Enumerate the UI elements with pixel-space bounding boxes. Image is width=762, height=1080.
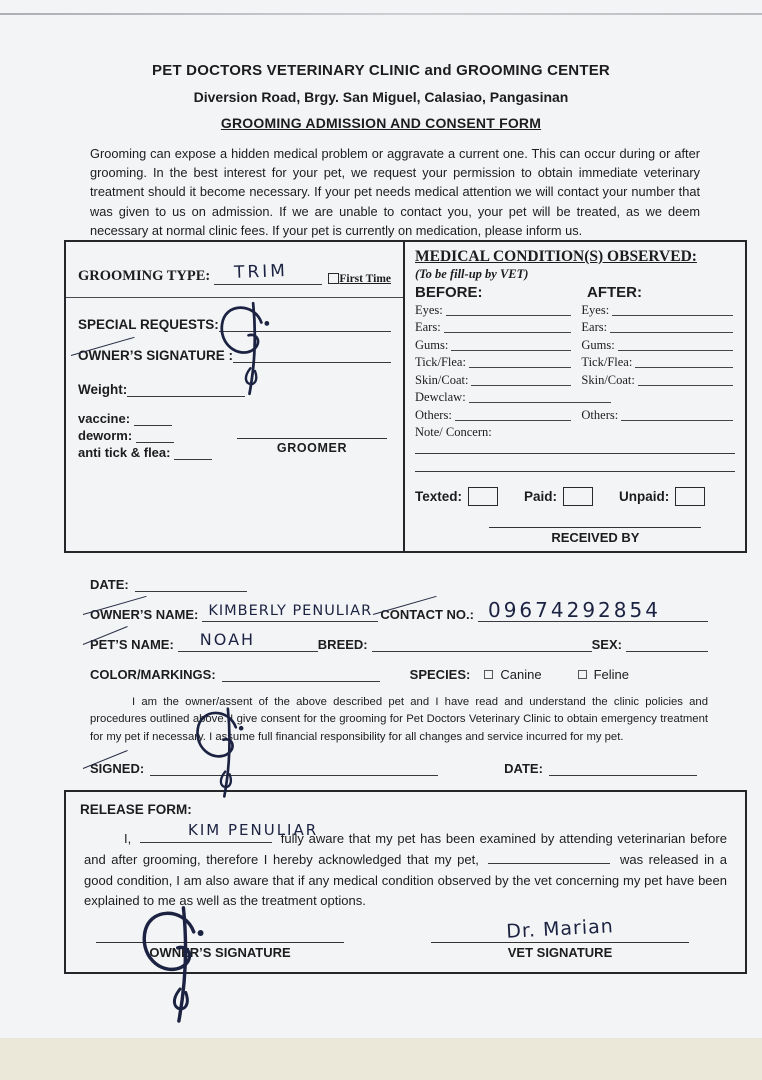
color-species-row bbox=[90, 667, 708, 682]
breed-label: BREED: bbox=[317, 636, 368, 652]
signed-row bbox=[90, 761, 708, 776]
after-label: AFTER: bbox=[587, 283, 642, 301]
owner-signature-block bbox=[96, 942, 344, 960]
feline-checkbox bbox=[578, 670, 587, 679]
others-before-label: Others: bbox=[415, 407, 452, 422]
tickflea-before-label: Tick/Flea: bbox=[415, 355, 466, 370]
release-text-2: was released in a good condition, I am also aware that if any medical condition observed by the vet concerning my pet have been explained to me as well as the treatment options. bbox=[84, 851, 727, 909]
consent-paragraph: I am the owner/assent of the above described pet and I have read and understand the clinic policies and procedures outlined above. I give consent for the grooming for Pet Doctors Veterinary Clinic to obtain emergency treatment for my pet if necessary. I assume full financial responsibility for all changes and service incurred for my pet. bbox=[90, 695, 708, 743]
unpaid-group bbox=[619, 487, 705, 506]
date-label: DATE: bbox=[90, 576, 129, 592]
gums-after-field bbox=[618, 338, 733, 351]
unpaid-label: Unpaid: bbox=[619, 489, 670, 505]
owner-signature-label: OWNER’S SIGNATURE : bbox=[78, 347, 233, 363]
dewclaw-field bbox=[469, 390, 611, 403]
pet-name-field bbox=[178, 629, 318, 652]
form-title: GROOMING ADMISSION AND CONSENT FORM bbox=[220, 115, 542, 131]
clinic-address: Diversion Road, Brgy. San Miguel, Calasiao, Pangasinan bbox=[193, 89, 569, 105]
medical-row-skin-coat bbox=[415, 373, 735, 389]
weight-field bbox=[127, 382, 245, 397]
form-header bbox=[0, 0, 762, 131]
vet-signature-handwritten-value: Dr. Marian bbox=[505, 914, 615, 943]
species-canine-option bbox=[484, 667, 541, 682]
note-line-2 bbox=[415, 471, 735, 472]
note-line-1 bbox=[415, 453, 735, 454]
first-time-checkbox bbox=[328, 273, 339, 284]
others-after-label: Others: bbox=[581, 407, 619, 422]
release-form-box bbox=[64, 790, 747, 974]
grooming-type-row bbox=[78, 261, 391, 285]
texted-label: Texted: bbox=[415, 489, 463, 505]
release-paragraph bbox=[84, 820, 727, 911]
release-pet-field bbox=[488, 851, 610, 864]
breed-field bbox=[372, 637, 592, 652]
owner-signature-row bbox=[78, 348, 391, 363]
species-label: SPECIES: bbox=[409, 666, 471, 682]
vaccine-row bbox=[78, 411, 391, 426]
texted-group bbox=[415, 487, 498, 506]
received-by-block bbox=[489, 527, 701, 545]
species-group bbox=[410, 667, 629, 682]
groomer-label: GROOMER bbox=[276, 440, 348, 455]
grooming-box bbox=[66, 242, 405, 551]
color-markings-field bbox=[222, 667, 380, 682]
medical-row-tick-flea bbox=[415, 355, 735, 371]
medical-title: MEDICAL CONDITION(S) OBSERVED: bbox=[415, 247, 697, 265]
payment-status-row bbox=[415, 487, 735, 506]
contact-no-field bbox=[478, 597, 708, 622]
left-box-divider bbox=[66, 297, 403, 298]
skincoat-after-field bbox=[638, 373, 733, 386]
deworm-label: deworm: bbox=[78, 427, 133, 443]
date-row bbox=[90, 577, 708, 592]
before-label: BEFORE: bbox=[415, 283, 483, 301]
groomer-signature-block bbox=[237, 438, 387, 455]
canine-checkbox bbox=[484, 670, 493, 679]
signed-date-label: DATE: bbox=[504, 761, 543, 777]
eyes-before-label: Eyes: bbox=[415, 302, 443, 317]
medical-row-gums bbox=[415, 338, 735, 354]
owner-contact-row bbox=[90, 597, 708, 622]
pet-name-handwritten-value: NOAH bbox=[199, 629, 256, 649]
eyes-after-field bbox=[612, 303, 733, 316]
vaccine-field bbox=[134, 413, 172, 426]
species-feline-option bbox=[578, 667, 629, 682]
canine-label: Canine bbox=[500, 666, 542, 682]
texted-checkbox bbox=[468, 487, 498, 506]
color-markings-label: COLOR/MARKINGS: bbox=[90, 666, 216, 682]
note-concern-label: Note/ Concern: bbox=[415, 425, 492, 440]
tickflea-before-field bbox=[469, 355, 571, 368]
medical-row-dewclaw bbox=[415, 390, 735, 406]
ears-before-label: Ears: bbox=[415, 320, 441, 335]
ears-before-field bbox=[444, 320, 572, 333]
grooming-type-field bbox=[214, 261, 322, 285]
date-field bbox=[135, 577, 247, 592]
feline-label: Feline bbox=[593, 666, 629, 682]
release-intro-prefix: I, bbox=[124, 831, 132, 847]
paid-label: Paid: bbox=[524, 489, 558, 505]
skincoat-before-label: Skin/Coat: bbox=[415, 372, 469, 387]
medical-row-ears bbox=[415, 320, 735, 336]
dewclaw-label: Dewclaw: bbox=[415, 390, 466, 405]
special-requests-label: SPECIAL REQUESTS: bbox=[78, 316, 219, 332]
special-requests-row bbox=[78, 317, 391, 332]
pet-row bbox=[90, 629, 708, 652]
ears-after-label: Ears: bbox=[581, 320, 608, 335]
contact-no-handwritten-value: 09674292854 bbox=[487, 597, 661, 622]
weight-label: Weight: bbox=[78, 381, 128, 397]
first-time-label: First Time bbox=[339, 272, 391, 285]
release-text-1: fully aware that my pet has been examined by attending veterinarian before and after grooming, therefore I hereby acknowledged that my pet, bbox=[84, 831, 727, 867]
medical-subtitle: (To be fill-up by VET) bbox=[415, 266, 529, 281]
scan-top-paper-edge bbox=[0, 13, 762, 15]
tickflea-after-field bbox=[635, 355, 733, 368]
release-form-title: RELEASE FORM: bbox=[80, 802, 192, 818]
release-owner-signature-scrawl bbox=[132, 900, 212, 1030]
sex-label: SEX: bbox=[591, 636, 622, 652]
pet-name-label: PET’S NAME: bbox=[90, 636, 174, 652]
anti-tick-flea-field bbox=[174, 447, 212, 460]
gums-before-field bbox=[451, 338, 571, 351]
deworm-field bbox=[136, 430, 174, 443]
gums-before-label: Gums: bbox=[415, 337, 449, 352]
scanner-background-band bbox=[0, 1038, 762, 1080]
release-signatures-row bbox=[80, 914, 731, 960]
release-name-handwritten-value: KIM PENULIAR bbox=[188, 820, 319, 839]
vet-signature-block bbox=[431, 914, 689, 960]
pet-owner-details bbox=[90, 577, 708, 777]
gums-after-label: Gums: bbox=[581, 337, 615, 352]
others-before-field bbox=[455, 408, 572, 421]
received-by-label: RECEIVED BY bbox=[551, 529, 640, 545]
medical-box bbox=[405, 242, 745, 551]
owner-name-label: OWNER’S NAME: bbox=[90, 606, 199, 622]
release-name-field bbox=[140, 820, 319, 843]
owner-name-field bbox=[202, 602, 378, 622]
before-after-header bbox=[415, 284, 735, 301]
paid-group bbox=[524, 487, 593, 506]
signed-field bbox=[150, 761, 438, 776]
skincoat-after-label: Skin/Coat: bbox=[581, 372, 635, 387]
clinic-name: PET DOCTORS VETERINARY CLINIC and GROOMING CENTER bbox=[152, 62, 610, 79]
admission-boxes bbox=[64, 240, 747, 553]
owner-signature-caption: OWNER’S SIGNATURE bbox=[149, 944, 291, 960]
medical-row-others bbox=[415, 408, 735, 424]
medical-row-eyes bbox=[415, 303, 735, 319]
owner-name-handwritten-value: KIMBERLY PENULIAR bbox=[208, 602, 373, 619]
grooming-type-handwritten-value: TRIM bbox=[233, 261, 289, 283]
sex-field bbox=[626, 637, 708, 652]
unpaid-checkbox bbox=[675, 487, 705, 506]
ears-after-field bbox=[610, 320, 733, 333]
first-time-group bbox=[328, 273, 391, 285]
paid-checkbox bbox=[563, 487, 593, 506]
eyes-before-field bbox=[446, 303, 572, 316]
weight-row bbox=[78, 382, 391, 397]
anti-tick-flea-label: anti tick & flea: bbox=[78, 444, 171, 460]
signed-date-field bbox=[549, 761, 697, 776]
intro-paragraph: Grooming can expose a hidden medical problem or aggravate a current one. This can occur during or after grooming. In the best interest for your pet, we request your permission to obtain immediate veterinary treatment should it become necessary. If your pet needs medical attention we will contact your number that was given to us on admission. If we are unable to contact you, your pet will be treated, as we deem necessary at normal clinic fees. If your pet is currently on medication, please inform us. bbox=[90, 146, 700, 238]
contact-no-label: CONTACT NO.: bbox=[380, 606, 474, 622]
eyes-after-label: Eyes: bbox=[581, 302, 610, 317]
others-after-field bbox=[621, 408, 733, 421]
tickflea-after-label: Tick/Flea: bbox=[581, 355, 633, 370]
skincoat-before-field bbox=[471, 373, 571, 386]
vaccine-label: vaccine: bbox=[78, 410, 131, 426]
signed-label: SIGNED: bbox=[90, 761, 145, 777]
owner-signature-field bbox=[233, 348, 391, 363]
vet-signature-caption: VET SIGNATURE bbox=[507, 944, 613, 960]
special-requests-field bbox=[219, 317, 391, 332]
grooming-type-label: GROOMING TYPE: bbox=[78, 267, 211, 284]
